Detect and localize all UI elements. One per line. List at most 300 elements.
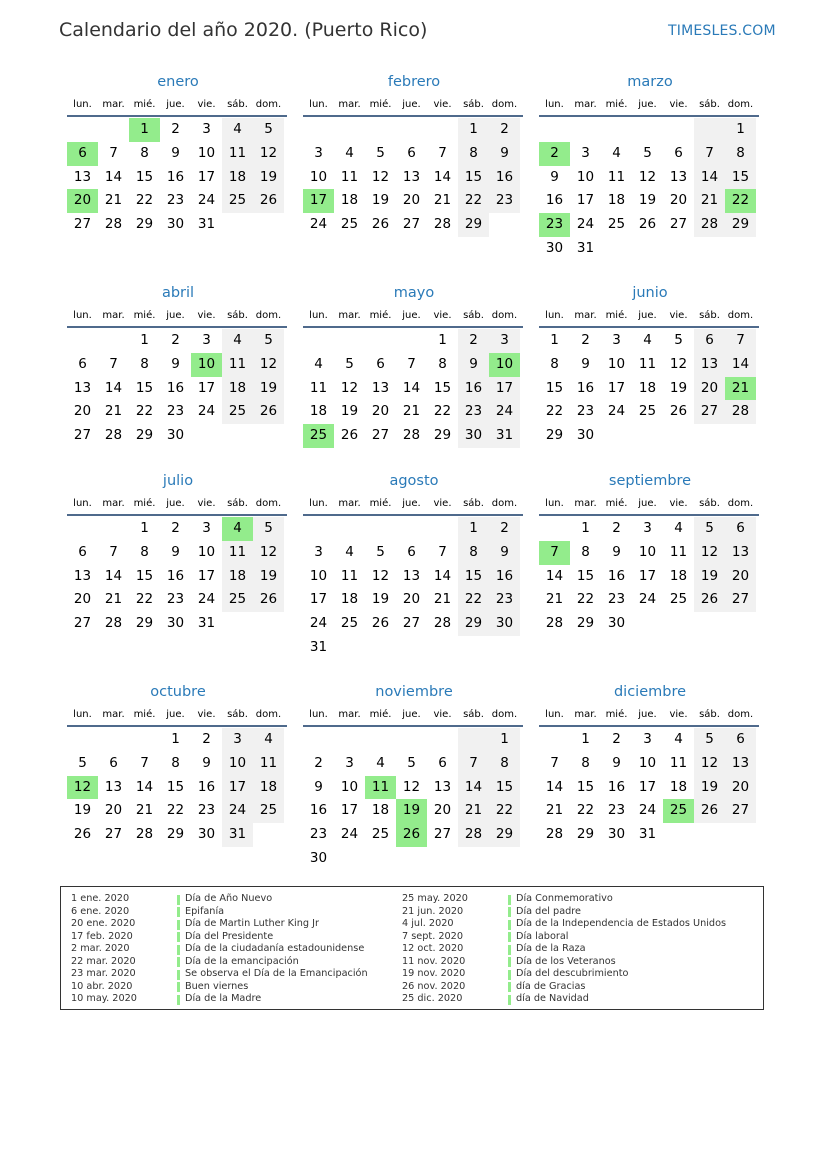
day-cell[interactable]: 20	[67, 189, 98, 213]
day-cell[interactable]: 10	[197, 144, 216, 161]
day-cell[interactable]: 25	[340, 615, 359, 632]
day-cell[interactable]: 27	[73, 615, 92, 632]
day-cell[interactable]: 15	[545, 379, 564, 396]
day-cell[interactable]: 7	[694, 142, 725, 166]
day-cell[interactable]: 12	[694, 752, 725, 776]
day-cell[interactable]: 10	[222, 752, 253, 776]
day-cell[interactable]: 16	[458, 377, 489, 401]
day-cell[interactable]: 25	[253, 799, 284, 823]
day-cell[interactable]: 24	[309, 216, 328, 233]
day-cell[interactable]: 5	[643, 144, 652, 161]
day-cell[interactable]: 17	[197, 168, 216, 185]
day-cell[interactable]: 14	[694, 166, 725, 190]
day-cell[interactable]: 31	[576, 239, 595, 256]
day-cell[interactable]: 5	[694, 517, 725, 541]
day-cell[interactable]: 20	[725, 776, 756, 800]
day-cell[interactable]: 9	[171, 144, 180, 161]
day-cell[interactable]: 5	[253, 517, 284, 541]
day-cell[interactable]: 11	[222, 142, 253, 166]
day-cell[interactable]: 2	[171, 121, 180, 137]
day-cell[interactable]: 18	[253, 776, 284, 800]
day-cell[interactable]: 4	[345, 144, 354, 161]
day-cell[interactable]: 21	[545, 591, 564, 608]
day-cell[interactable]: 9	[612, 754, 621, 771]
day-cell[interactable]: 20	[104, 802, 123, 819]
day-cell[interactable]: 30	[166, 427, 185, 444]
day-cell[interactable]: 22	[576, 591, 595, 608]
day-cell[interactable]: 24	[607, 403, 626, 420]
day-cell[interactable]: 19	[371, 591, 390, 608]
day-cell[interactable]: 10	[191, 353, 222, 377]
day-cell[interactable]: 6	[674, 144, 683, 161]
day-cell[interactable]: 4	[253, 728, 284, 752]
day-cell[interactable]: 19	[694, 565, 725, 589]
day-cell[interactable]: 8	[171, 754, 180, 771]
day-cell[interactable]: 15	[433, 379, 452, 396]
day-cell[interactable]: 31	[197, 615, 216, 632]
day-cell[interactable]: 16	[489, 565, 520, 589]
day-cell[interactable]: 23	[197, 802, 216, 819]
day-cell[interactable]: 4	[222, 517, 253, 541]
day-cell[interactable]: 23	[489, 588, 520, 612]
day-cell[interactable]: 9	[171, 543, 180, 560]
day-cell[interactable]: 7	[438, 543, 447, 560]
day-cell[interactable]: 12	[253, 541, 284, 565]
day-cell[interactable]: 23	[489, 189, 520, 213]
day-cell[interactable]: 21	[402, 403, 421, 420]
day-cell[interactable]: 16	[489, 166, 520, 190]
day-cell[interactable]: 2	[539, 142, 570, 166]
day-cell[interactable]: 28	[433, 615, 452, 632]
day-cell[interactable]: 14	[104, 567, 123, 584]
day-cell[interactable]: 3	[202, 121, 211, 137]
day-cell[interactable]: 6	[109, 754, 118, 771]
day-cell[interactable]: 2	[458, 329, 489, 353]
day-cell[interactable]: 10	[340, 778, 359, 795]
day-cell[interactable]: 28	[694, 213, 725, 237]
day-cell[interactable]: 16	[576, 379, 595, 396]
day-cell[interactable]: 22	[135, 192, 154, 209]
day-cell[interactable]: 26	[371, 615, 390, 632]
day-cell[interactable]: 24	[309, 615, 328, 632]
day-cell[interactable]: 14	[135, 778, 154, 795]
day-cell[interactable]: 13	[73, 567, 92, 584]
day-cell[interactable]: 26	[340, 427, 359, 444]
day-cell[interactable]: 5	[253, 118, 284, 142]
day-cell[interactable]: 23	[458, 400, 489, 424]
day-cell[interactable]: 22	[458, 189, 489, 213]
day-cell[interactable]: 8	[458, 142, 489, 166]
day-cell[interactable]: 23	[539, 213, 570, 237]
day-cell[interactable]: 7	[109, 144, 118, 161]
day-cell[interactable]: 10	[489, 353, 520, 377]
day-cell[interactable]: 23	[166, 403, 185, 420]
day-cell[interactable]: 7	[725, 329, 756, 353]
day-cell[interactable]: 6	[78, 355, 87, 372]
day-cell[interactable]: 10	[309, 567, 328, 584]
day-cell[interactable]: 30	[166, 615, 185, 632]
day-cell[interactable]: 11	[340, 168, 359, 185]
day-cell[interactable]: 26	[253, 588, 284, 612]
day-cell[interactable]: 21	[433, 591, 452, 608]
day-cell[interactable]: 1	[581, 520, 590, 536]
day-cell[interactable]: 20	[669, 192, 688, 209]
day-cell[interactable]: 6	[407, 543, 416, 560]
day-cell[interactable]: 20	[371, 403, 390, 420]
day-cell[interactable]: 2	[489, 118, 520, 142]
day-cell[interactable]: 20	[73, 403, 92, 420]
day-cell[interactable]: 31	[638, 826, 657, 843]
day-cell[interactable]: 1	[140, 520, 149, 536]
day-cell[interactable]: 8	[581, 543, 590, 560]
day-cell[interactable]: 24	[340, 826, 359, 843]
day-cell[interactable]: 13	[73, 168, 92, 185]
day-cell[interactable]: 30	[458, 424, 489, 448]
day-cell[interactable]: 23	[607, 802, 626, 819]
day-cell[interactable]: 9	[314, 778, 323, 795]
day-cell[interactable]: 6	[438, 754, 447, 771]
day-cell[interactable]: 16	[166, 168, 185, 185]
day-cell[interactable]: 4	[222, 329, 253, 353]
day-cell[interactable]: 10	[638, 543, 657, 560]
day-cell[interactable]: 9	[489, 142, 520, 166]
day-cell[interactable]: 4	[674, 731, 683, 747]
day-cell[interactable]: 21	[135, 802, 154, 819]
day-cell[interactable]: 29	[135, 427, 154, 444]
day-cell[interactable]: 14	[104, 168, 123, 185]
day-cell[interactable]: 26	[253, 189, 284, 213]
day-cell[interactable]: 14	[458, 776, 489, 800]
day-cell[interactable]: 11	[607, 168, 626, 185]
day-cell[interactable]: 22	[135, 403, 154, 420]
day-cell[interactable]: 16	[309, 802, 328, 819]
day-cell[interactable]: 3	[489, 329, 520, 353]
day-cell[interactable]: 6	[407, 144, 416, 161]
day-cell[interactable]: 1	[438, 332, 447, 348]
day-cell[interactable]: 22	[166, 802, 185, 819]
day-cell[interactable]: 1	[140, 332, 149, 348]
day-cell[interactable]: 24	[197, 403, 216, 420]
day-cell[interactable]: 12	[371, 168, 390, 185]
day-cell[interactable]: 3	[314, 144, 323, 161]
day-cell[interactable]: 16	[197, 778, 216, 795]
day-cell[interactable]: 28	[104, 216, 123, 233]
day-cell[interactable]: 8	[725, 142, 756, 166]
day-cell[interactable]: 21	[104, 591, 123, 608]
day-cell[interactable]: 7	[109, 543, 118, 560]
day-cell[interactable]: 3	[202, 332, 211, 348]
day-cell[interactable]: 18	[340, 192, 359, 209]
day-cell[interactable]: 2	[612, 731, 621, 747]
day-cell[interactable]: 20	[433, 802, 452, 819]
day-cell[interactable]: 13	[725, 541, 756, 565]
day-cell[interactable]: 7	[458, 752, 489, 776]
day-cell[interactable]: 9	[202, 754, 211, 771]
day-cell[interactable]: 29	[135, 216, 154, 233]
day-cell[interactable]: 18	[669, 778, 688, 795]
day-cell[interactable]: 22	[489, 799, 520, 823]
day-cell[interactable]: 19	[371, 192, 390, 209]
day-cell[interactable]: 3	[643, 520, 652, 536]
day-cell[interactable]: 30	[309, 849, 328, 866]
day-cell[interactable]: 15	[458, 166, 489, 190]
day-cell[interactable]: 13	[73, 379, 92, 396]
day-cell[interactable]: 20	[73, 591, 92, 608]
day-cell[interactable]: 24	[576, 216, 595, 233]
day-cell[interactable]: 3	[202, 520, 211, 536]
day-cell[interactable]: 26	[638, 216, 657, 233]
day-cell[interactable]: 21	[433, 192, 452, 209]
day-cell[interactable]: 9	[612, 543, 621, 560]
day-cell[interactable]: 25	[607, 216, 626, 233]
day-cell[interactable]: 16	[545, 192, 564, 209]
day-cell[interactable]: 14	[433, 168, 452, 185]
day-cell[interactable]: 5	[253, 329, 284, 353]
day-cell[interactable]: 16	[607, 567, 626, 584]
day-cell[interactable]: 21	[104, 403, 123, 420]
day-cell[interactable]: 14	[433, 567, 452, 584]
day-cell[interactable]: 2	[171, 332, 180, 348]
day-cell[interactable]: 24	[197, 591, 216, 608]
day-cell[interactable]: 6	[725, 517, 756, 541]
day-cell[interactable]: 25	[222, 588, 253, 612]
day-cell[interactable]: 15	[725, 166, 756, 190]
day-cell[interactable]: 22	[545, 403, 564, 420]
day-cell[interactable]: 1	[550, 332, 559, 348]
day-cell[interactable]: 26	[253, 400, 284, 424]
day-cell[interactable]: 19	[253, 166, 284, 190]
day-cell[interactable]: 26	[669, 403, 688, 420]
day-cell[interactable]: 30	[166, 216, 185, 233]
day-cell[interactable]: 17	[576, 192, 595, 209]
day-cell[interactable]: 25	[663, 799, 694, 823]
day-cell[interactable]: 9	[581, 355, 590, 372]
day-cell[interactable]: 5	[345, 355, 354, 372]
day-cell[interactable]: 27	[725, 588, 756, 612]
day-cell[interactable]: 25	[303, 424, 334, 448]
day-cell[interactable]: 9	[458, 353, 489, 377]
day-cell[interactable]: 5	[376, 543, 385, 560]
day-cell[interactable]: 18	[340, 591, 359, 608]
day-cell[interactable]: 30	[545, 239, 564, 256]
day-cell[interactable]: 20	[694, 377, 725, 401]
day-cell[interactable]: 8	[140, 144, 149, 161]
day-cell[interactable]: 1	[725, 118, 756, 142]
day-cell[interactable]: 1	[581, 731, 590, 747]
day-cell[interactable]: 2	[581, 332, 590, 348]
day-cell[interactable]: 12	[402, 778, 421, 795]
day-cell[interactable]: 29	[576, 615, 595, 632]
day-cell[interactable]: 28	[433, 216, 452, 233]
day-cell[interactable]: 14	[104, 379, 123, 396]
day-cell[interactable]: 15	[489, 776, 520, 800]
day-cell[interactable]: 11	[365, 776, 396, 800]
day-cell[interactable]: 20	[402, 591, 421, 608]
day-cell[interactable]: 25	[371, 826, 390, 843]
day-cell[interactable]: 29	[135, 615, 154, 632]
day-cell[interactable]: 25	[340, 216, 359, 233]
day-cell[interactable]: 17	[197, 379, 216, 396]
day-cell[interactable]: 22	[433, 403, 452, 420]
day-cell[interactable]: 19	[669, 379, 688, 396]
day-cell[interactable]: 30	[197, 826, 216, 843]
day-cell[interactable]: 27	[694, 400, 725, 424]
day-cell[interactable]: 4	[345, 543, 354, 560]
day-cell[interactable]: 10	[607, 355, 626, 372]
day-cell[interactable]: 13	[402, 567, 421, 584]
day-cell[interactable]: 18	[222, 565, 253, 589]
day-cell[interactable]: 7	[407, 355, 416, 372]
day-cell[interactable]: 21	[104, 192, 123, 209]
day-cell[interactable]: 4	[376, 754, 385, 771]
day-cell[interactable]: 31	[309, 638, 328, 655]
day-cell[interactable]: 7	[140, 754, 149, 771]
day-cell[interactable]: 22	[458, 588, 489, 612]
day-cell[interactable]: 2	[171, 520, 180, 536]
day-cell[interactable]: 1	[458, 517, 489, 541]
day-cell[interactable]: 17	[607, 379, 626, 396]
day-cell[interactable]: 17	[309, 591, 328, 608]
day-cell[interactable]: 5	[78, 754, 87, 771]
day-cell[interactable]: 11	[669, 543, 688, 560]
day-cell[interactable]: 28	[458, 823, 489, 847]
day-cell[interactable]: 31	[222, 823, 253, 847]
day-cell[interactable]: 23	[166, 192, 185, 209]
day-cell[interactable]: 9	[171, 355, 180, 372]
day-cell[interactable]: 11	[253, 752, 284, 776]
day-cell[interactable]: 12	[669, 355, 688, 372]
day-cell[interactable]: 18	[222, 166, 253, 190]
day-cell[interactable]: 30	[607, 826, 626, 843]
day-cell[interactable]: 21	[725, 377, 756, 401]
day-cell[interactable]: 19	[340, 403, 359, 420]
day-cell[interactable]: 8	[550, 355, 559, 372]
day-cell[interactable]: 15	[166, 778, 185, 795]
day-cell[interactable]: 14	[402, 379, 421, 396]
day-cell[interactable]: 21	[694, 189, 725, 213]
day-cell[interactable]: 30	[607, 615, 626, 632]
day-cell[interactable]: 12	[253, 353, 284, 377]
day-cell[interactable]: 29	[725, 213, 756, 237]
day-cell[interactable]: 4	[612, 144, 621, 161]
day-cell[interactable]: 26	[396, 823, 427, 847]
day-cell[interactable]: 23	[607, 591, 626, 608]
day-cell[interactable]: 20	[725, 565, 756, 589]
day-cell[interactable]: 4	[222, 118, 253, 142]
day-cell[interactable]: 3	[643, 731, 652, 747]
day-cell[interactable]: 23	[576, 403, 595, 420]
day-cell[interactable]: 25	[222, 400, 253, 424]
day-cell[interactable]: 18	[222, 377, 253, 401]
day-cell[interactable]: 22	[135, 591, 154, 608]
day-cell[interactable]: 27	[402, 615, 421, 632]
day-cell[interactable]: 7	[438, 144, 447, 161]
day-cell[interactable]: 18	[371, 802, 390, 819]
day-cell[interactable]: 17	[340, 802, 359, 819]
day-cell[interactable]: 18	[638, 379, 657, 396]
day-cell[interactable]: 8	[458, 541, 489, 565]
day-cell[interactable]: 18	[607, 192, 626, 209]
day-cell[interactable]: 24	[222, 799, 253, 823]
day-cell[interactable]: 18	[309, 403, 328, 420]
day-cell[interactable]: 4	[674, 520, 683, 536]
day-cell[interactable]: 28	[545, 826, 564, 843]
day-cell[interactable]: 5	[674, 332, 683, 348]
day-cell[interactable]: 19	[694, 776, 725, 800]
day-cell[interactable]: 2	[489, 517, 520, 541]
day-cell[interactable]: 24	[197, 192, 216, 209]
day-cell[interactable]: 12	[694, 541, 725, 565]
day-cell[interactable]: 30	[489, 612, 520, 636]
day-cell[interactable]: 11	[638, 355, 657, 372]
day-cell[interactable]: 17	[638, 778, 657, 795]
day-cell[interactable]: 21	[545, 802, 564, 819]
day-cell[interactable]: 6	[67, 142, 98, 166]
day-cell[interactable]: 28	[104, 615, 123, 632]
day-cell[interactable]: 5	[407, 754, 416, 771]
day-cell[interactable]: 13	[694, 353, 725, 377]
day-cell[interactable]: 3	[222, 728, 253, 752]
day-cell[interactable]: 27	[73, 427, 92, 444]
day-cell[interactable]: 28	[104, 427, 123, 444]
day-cell[interactable]: 1	[129, 118, 160, 142]
day-cell[interactable]: 15	[135, 379, 154, 396]
day-cell[interactable]: 10	[576, 168, 595, 185]
day-cell[interactable]: 14	[545, 567, 564, 584]
day-cell[interactable]: 6	[725, 728, 756, 752]
day-cell[interactable]: 17	[303, 189, 334, 213]
day-cell[interactable]: 13	[725, 752, 756, 776]
day-cell[interactable]: 5	[376, 144, 385, 161]
day-cell[interactable]: 16	[166, 567, 185, 584]
day-cell[interactable]: 12	[638, 168, 657, 185]
day-cell[interactable]: 7	[550, 754, 559, 771]
day-cell[interactable]: 4	[314, 355, 323, 372]
day-cell[interactable]: 29	[489, 823, 520, 847]
day-cell[interactable]: 19	[253, 565, 284, 589]
day-cell[interactable]: 17	[489, 377, 520, 401]
day-cell[interactable]: 15	[458, 565, 489, 589]
day-cell[interactable]: 13	[669, 168, 688, 185]
day-cell[interactable]: 11	[222, 353, 253, 377]
day-cell[interactable]: 29	[458, 612, 489, 636]
day-cell[interactable]: 13	[104, 778, 123, 795]
day-cell[interactable]: 27	[433, 826, 452, 843]
day-cell[interactable]: 27	[371, 427, 390, 444]
day-cell[interactable]: 29	[545, 427, 564, 444]
day-cell[interactable]: 17	[222, 776, 253, 800]
day-cell[interactable]: 6	[376, 355, 385, 372]
day-cell[interactable]: 27	[104, 826, 123, 843]
day-cell[interactable]: 7	[109, 355, 118, 372]
day-cell[interactable]: 3	[581, 144, 590, 161]
day-cell[interactable]: 19	[73, 802, 92, 819]
day-cell[interactable]: 10	[638, 754, 657, 771]
day-cell[interactable]: 19	[396, 799, 427, 823]
day-cell[interactable]: 25	[222, 189, 253, 213]
day-cell[interactable]: 7	[539, 541, 570, 565]
day-cell[interactable]: 27	[725, 799, 756, 823]
day-cell[interactable]: 8	[140, 543, 149, 560]
day-cell[interactable]: 28	[725, 400, 756, 424]
day-cell[interactable]: 25	[669, 591, 688, 608]
day-cell[interactable]: 24	[489, 400, 520, 424]
day-cell[interactable]: 26	[371, 216, 390, 233]
day-cell[interactable]: 26	[694, 799, 725, 823]
day-cell[interactable]: 15	[576, 567, 595, 584]
day-cell[interactable]: 28	[135, 826, 154, 843]
day-cell[interactable]: 8	[581, 754, 590, 771]
